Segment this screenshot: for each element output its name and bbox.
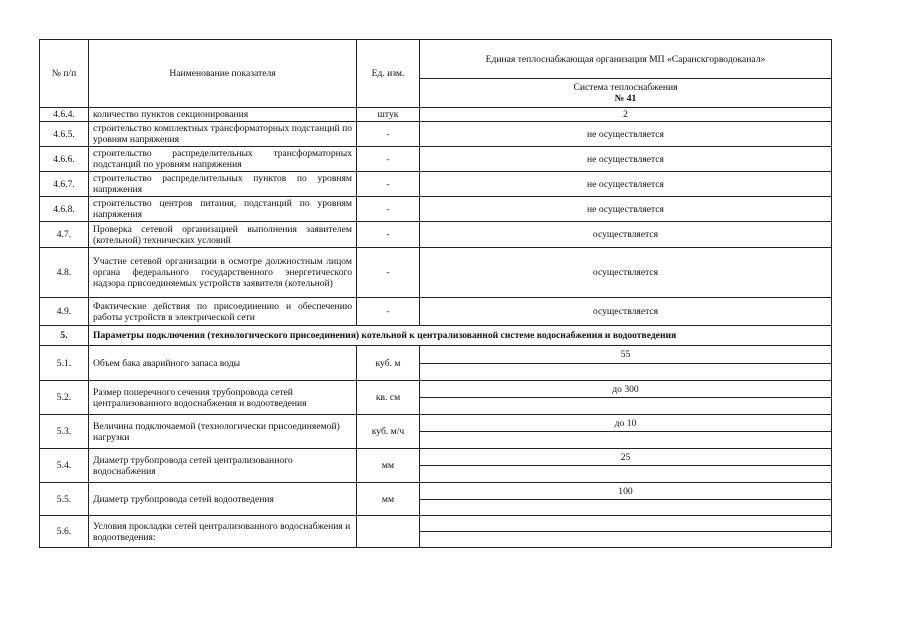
row-value-empty <box>420 398 832 415</box>
row-value: осуществляется <box>420 298 832 326</box>
table-row <box>40 346 832 364</box>
table-row <box>40 298 832 326</box>
row-indicator-name: строительство распределительных трансформаторных подстанций по уровням напряжения <box>89 147 357 172</box>
row-unit: кв. см <box>357 381 420 415</box>
row-number: 4.8. <box>40 248 89 298</box>
row-unit: - <box>357 122 420 147</box>
row-indicator-name: Проверка сетевой организацией выполнения заявителем (котельной) технических условий <box>89 222 357 248</box>
row-value: до 300 <box>420 381 832 398</box>
row-number: 5.2. <box>40 381 89 415</box>
row-value: не осуществляется <box>420 197 832 222</box>
header-row <box>40 40 832 79</box>
row-unit: - <box>357 147 420 172</box>
row-value-empty <box>420 500 832 516</box>
table-row <box>40 381 832 398</box>
row-indicator-name: Фактические действия по присоединению и обеспечению работы устройств в электрической сети <box>89 298 357 326</box>
row-number: 4.9. <box>40 298 89 326</box>
row-number: 4.6.4. <box>40 108 89 122</box>
row-unit: - <box>357 222 420 248</box>
row-unit: мм <box>357 483 420 516</box>
table-row <box>40 222 832 248</box>
row-indicator-name: Диаметр трубопровода сетей централизованного водоснабжения <box>89 449 357 483</box>
row-number: 4.6.7. <box>40 172 89 197</box>
row-value: не осуществляется <box>420 172 832 197</box>
header-name: Наименование показателя <box>89 40 357 108</box>
row-value: не осуществляется <box>420 147 832 172</box>
table-row <box>40 122 832 147</box>
table-row <box>40 248 832 298</box>
row-unit: мм <box>357 449 420 483</box>
row-value-empty <box>420 532 832 548</box>
header-system <box>420 79 832 108</box>
row-indicator-name: строительство комплектных трансформаторных подстанций по уровням напряжения <box>89 122 357 147</box>
header-unit: Ед. изм. <box>357 40 420 108</box>
row-value: 25 <box>420 449 832 466</box>
row-value: 100 <box>420 483 832 500</box>
header-system-line2: № 41 <box>614 93 637 104</box>
row-unit: - <box>357 172 420 197</box>
row-number: 4.6.5. <box>40 122 89 147</box>
table-row <box>40 197 832 222</box>
row-value: 55 <box>420 346 832 364</box>
header-num: № п/п <box>40 40 89 108</box>
row-value-empty <box>420 432 832 449</box>
row-indicator-name: Диаметр трубопровода сетей водоотведения <box>89 483 357 516</box>
row-indicator-name: Участие сетевой организации в осмотре должностным лицом органа федерального государственного энергетического надзора присоединяемых устройств заявителя (котельной) <box>89 248 357 298</box>
row-unit: штук <box>357 108 420 122</box>
section-row <box>40 326 832 346</box>
row-unit: - <box>357 298 420 326</box>
row-number: 5.5. <box>40 483 89 516</box>
row-value: осуществляется <box>420 248 832 298</box>
row-value <box>420 516 832 532</box>
table-row <box>40 415 832 432</box>
row-number: 5.6. <box>40 516 89 548</box>
row-value: до 10 <box>420 415 832 432</box>
row-indicator-name: Размер поперечного сечения трубопровода сетей централизованного водоснабжения и водоотведения <box>89 381 357 415</box>
row-number: 4.6.6. <box>40 147 89 172</box>
table-row <box>40 449 832 466</box>
row-value: не осуществляется <box>420 122 832 147</box>
indicators-table <box>39 39 832 548</box>
row-value-empty <box>420 466 832 483</box>
table-row <box>40 147 832 172</box>
table-row <box>40 172 832 197</box>
section-title: Параметры подключения (технологического присоединения) котельной к централизованной системе водоснабжения и водоотведения <box>89 326 832 346</box>
row-value-empty <box>420 364 832 381</box>
section-number: 5. <box>40 326 89 346</box>
row-unit: - <box>357 197 420 222</box>
row-indicator-name: строительство центров питания, подстанций по уровням напряжения <box>89 197 357 222</box>
row-number: 4.7. <box>40 222 89 248</box>
row-number: 5.3. <box>40 415 89 449</box>
row-number: 5.1. <box>40 346 89 381</box>
row-value: 2 <box>420 108 832 122</box>
row-indicator-name: Величина подключаемой (технологически присоединяемой) нагрузки <box>89 415 357 449</box>
table-row <box>40 483 832 500</box>
row-unit: куб. м <box>357 346 420 381</box>
table-row <box>40 516 832 532</box>
table-row <box>40 108 832 122</box>
header-system-line1: Система теплоснабжения <box>573 82 678 93</box>
row-unit: - <box>357 248 420 298</box>
row-number: 4.6.8. <box>40 197 89 222</box>
row-value: осуществляется <box>420 222 832 248</box>
row-indicator-name: количество пунктов секционирования <box>89 108 357 122</box>
row-number: 5.4. <box>40 449 89 483</box>
header-org: Единая теплоснабжающая организация МП «Саранскгорводоканал» <box>420 40 832 79</box>
row-indicator-name: Условия прокладки сетей централизованного водоснабжения и водоотведения: <box>89 516 357 548</box>
row-indicator-name: Объем бака аварийного запаса воды <box>89 346 357 381</box>
row-unit: куб. м/ч <box>357 415 420 449</box>
row-indicator-name: строительство распределительных пунктов по уровням напряжения <box>89 172 357 197</box>
row-unit <box>357 516 420 548</box>
